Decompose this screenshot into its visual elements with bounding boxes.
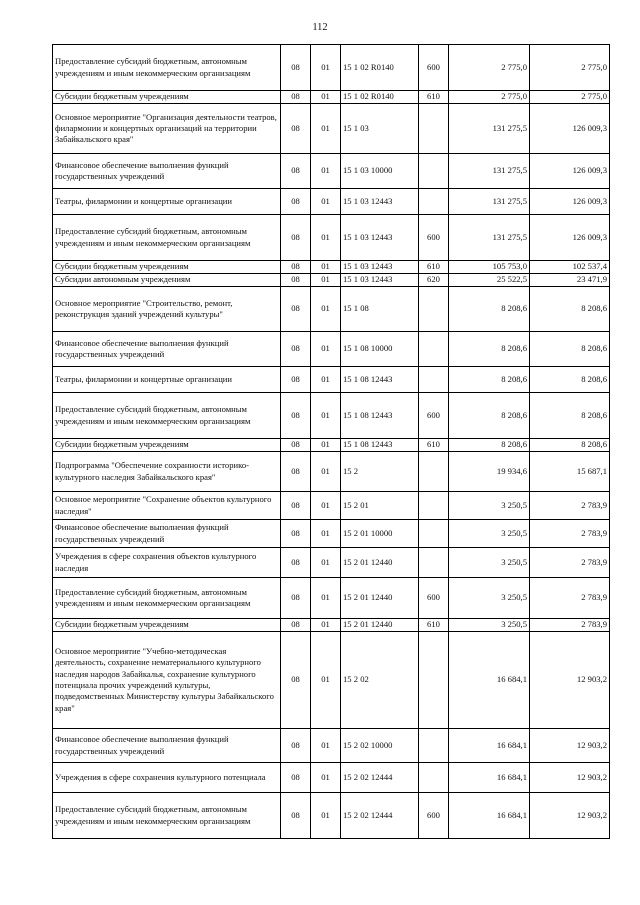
amount-year-2: 126 009,3 (530, 215, 610, 261)
expense-type-code: 600 (419, 215, 449, 261)
subsection-code: 01 (311, 578, 341, 619)
target-article-code: 15 2 (341, 452, 419, 492)
table-row (53, 439, 610, 452)
section-code: 08 (281, 332, 311, 367)
section-code: 08 (281, 578, 311, 619)
budget-table (52, 44, 610, 839)
amount-year-2: 2 783,9 (530, 619, 610, 632)
amount-year-2: 2 783,9 (530, 548, 610, 578)
target-article-code: 15 2 01 10000 (341, 520, 419, 548)
target-article-code: 15 1 03 10000 (341, 154, 419, 189)
row-name: Предоставление субсидий бюджетным, автономным учреждениям и иным некоммерческим организациям (53, 215, 281, 261)
amount-year-2: 8 208,6 (530, 439, 610, 452)
section-code: 08 (281, 452, 311, 492)
amount-year-1: 3 250,5 (449, 619, 530, 632)
section-code: 08 (281, 548, 311, 578)
table-row (53, 45, 610, 91)
subsection-code: 01 (311, 793, 341, 839)
target-article-code: 15 1 03 12443 (341, 189, 419, 215)
amount-year-2: 15 687,1 (530, 452, 610, 492)
expense-type-code (419, 367, 449, 393)
page-number: 112 (312, 22, 328, 33)
amount-year-1: 131 275,5 (449, 154, 530, 189)
subsection-code: 01 (311, 91, 341, 104)
subsection-code: 01 (311, 104, 341, 154)
row-name: Финансовое обеспечение выполнения функций государственных учреждений (53, 154, 281, 189)
table-row (53, 274, 610, 287)
amount-year-2: 126 009,3 (530, 189, 610, 215)
table-row (53, 154, 610, 189)
expense-type-code (419, 332, 449, 367)
table-row (53, 189, 610, 215)
target-article-code: 15 1 08 (341, 287, 419, 332)
amount-year-1: 8 208,6 (449, 287, 530, 332)
amount-year-2: 2 775,0 (530, 91, 610, 104)
amount-year-2: 12 903,2 (530, 763, 610, 793)
expense-type-code (419, 452, 449, 492)
expense-type-code: 600 (419, 793, 449, 839)
section-code: 08 (281, 154, 311, 189)
subsection-code: 01 (311, 367, 341, 393)
section-code: 08 (281, 729, 311, 763)
section-code: 08 (281, 763, 311, 793)
subsection-code: 01 (311, 393, 341, 439)
amount-year-2: 2 783,9 (530, 492, 610, 520)
target-article-code: 15 1 02 R0140 (341, 91, 419, 104)
row-name: Субсидии бюджетным учреждениям (53, 91, 281, 104)
section-code: 08 (281, 632, 311, 729)
section-code: 08 (281, 492, 311, 520)
table-row (53, 215, 610, 261)
table-row (53, 578, 610, 619)
target-article-code: 15 1 08 12443 (341, 367, 419, 393)
subsection-code: 01 (311, 548, 341, 578)
target-article-code: 15 1 08 10000 (341, 332, 419, 367)
amount-year-1: 131 275,5 (449, 104, 530, 154)
table-row (53, 104, 610, 154)
target-article-code: 15 1 03 12443 (341, 261, 419, 274)
expense-type-code: 600 (419, 393, 449, 439)
expense-type-code: 610 (419, 619, 449, 632)
subsection-code: 01 (311, 287, 341, 332)
row-name: Финансовое обеспечение выполнения функций государственных учреждений (53, 332, 281, 367)
target-article-code: 15 2 02 12444 (341, 793, 419, 839)
row-name: Субсидии бюджетным учреждениям (53, 261, 281, 274)
amount-year-1: 131 275,5 (449, 189, 530, 215)
amount-year-1: 8 208,6 (449, 367, 530, 393)
expense-type-code (419, 492, 449, 520)
table-row (53, 793, 610, 839)
row-name: Учреждения в сфере сохранения объектов культурного наследия (53, 548, 281, 578)
target-article-code: 15 2 02 (341, 632, 419, 729)
row-name: Подпрограмма "Обеспечение сохранности историко-культурного наследия Забайкальского края" (53, 452, 281, 492)
target-article-code: 15 2 01 12440 (341, 548, 419, 578)
row-name: Финансовое обеспечение выполнения функций государственных учреждений (53, 729, 281, 763)
amount-year-2: 8 208,6 (530, 287, 610, 332)
subsection-code: 01 (311, 189, 341, 215)
row-name: Театры, филармонии и концертные организации (53, 189, 281, 215)
amount-year-1: 16 684,1 (449, 793, 530, 839)
row-name: Предоставление субсидий бюджетным, автономным учреждениям и иным некоммерческим организациям (53, 793, 281, 839)
subsection-code: 01 (311, 763, 341, 793)
amount-year-1: 16 684,1 (449, 763, 530, 793)
expense-type-code: 610 (419, 439, 449, 452)
table-row (53, 763, 610, 793)
amount-year-2: 8 208,6 (530, 332, 610, 367)
amount-year-1: 3 250,5 (449, 578, 530, 619)
target-article-code: 15 2 01 12440 (341, 578, 419, 619)
table-row (53, 492, 610, 520)
amount-year-2: 12 903,2 (530, 729, 610, 763)
amount-year-2: 23 471,9 (530, 274, 610, 287)
row-name: Субсидии бюджетным учреждениям (53, 439, 281, 452)
subsection-code: 01 (311, 492, 341, 520)
section-code: 08 (281, 287, 311, 332)
section-code: 08 (281, 367, 311, 393)
section-code: 08 (281, 45, 311, 91)
expense-type-code: 620 (419, 274, 449, 287)
table-row (53, 332, 610, 367)
row-name: Предоставление субсидий бюджетным, автономным учреждениям и иным некоммерческим организациям (53, 393, 281, 439)
target-article-code: 15 1 03 12443 (341, 274, 419, 287)
row-name: Субсидии бюджетным учреждениям (53, 619, 281, 632)
amount-year-2: 2 775,0 (530, 45, 610, 91)
amount-year-2: 2 783,9 (530, 520, 610, 548)
subsection-code: 01 (311, 619, 341, 632)
subsection-code: 01 (311, 332, 341, 367)
amount-year-1: 8 208,6 (449, 332, 530, 367)
table-row (53, 548, 610, 578)
amount-year-1: 3 250,5 (449, 548, 530, 578)
expense-type-code (419, 548, 449, 578)
expense-type-code: 610 (419, 261, 449, 274)
section-code: 08 (281, 215, 311, 261)
subsection-code: 01 (311, 729, 341, 763)
row-name: Финансовое обеспечение выполнения функций государственных учреждений (53, 520, 281, 548)
row-name: Предоставление субсидий бюджетным, автономным учреждениям и иным некоммерческим организациям (53, 45, 281, 91)
amount-year-2: 126 009,3 (530, 154, 610, 189)
subsection-code: 01 (311, 154, 341, 189)
amount-year-1: 3 250,5 (449, 492, 530, 520)
target-article-code: 15 2 02 10000 (341, 729, 419, 763)
amount-year-1: 16 684,1 (449, 632, 530, 729)
amount-year-2: 12 903,2 (530, 632, 610, 729)
section-code: 08 (281, 393, 311, 439)
table-row (53, 520, 610, 548)
subsection-code: 01 (311, 215, 341, 261)
subsection-code: 01 (311, 520, 341, 548)
target-article-code: 15 2 02 12444 (341, 763, 419, 793)
subsection-code: 01 (311, 452, 341, 492)
expense-type-code: 610 (419, 91, 449, 104)
row-name: Театры, филармонии и концертные организации (53, 367, 281, 393)
table-row (53, 632, 610, 729)
amount-year-2: 8 208,6 (530, 367, 610, 393)
amount-year-1: 8 208,6 (449, 439, 530, 452)
amount-year-1: 25 522,5 (449, 274, 530, 287)
expense-type-code (419, 632, 449, 729)
expense-type-code (419, 729, 449, 763)
row-name: Субсидии автономным учреждениям (53, 274, 281, 287)
amount-year-2: 102 537,4 (530, 261, 610, 274)
expense-type-code (419, 287, 449, 332)
amount-year-1: 131 275,5 (449, 215, 530, 261)
amount-year-1: 2 775,0 (449, 91, 530, 104)
target-article-code: 15 2 01 (341, 492, 419, 520)
section-code: 08 (281, 91, 311, 104)
amount-year-2: 2 783,9 (530, 578, 610, 619)
expense-type-code (419, 154, 449, 189)
expense-type-code (419, 763, 449, 793)
section-code: 08 (281, 104, 311, 154)
amount-year-1: 105 753,0 (449, 261, 530, 274)
amount-year-1: 19 934,6 (449, 452, 530, 492)
expense-type-code (419, 104, 449, 154)
expense-type-code (419, 520, 449, 548)
section-code: 08 (281, 439, 311, 452)
section-code: 08 (281, 793, 311, 839)
target-article-code: 15 1 08 12443 (341, 393, 419, 439)
amount-year-1: 16 684,1 (449, 729, 530, 763)
amount-year-2: 126 009,3 (530, 104, 610, 154)
expense-type-code (419, 189, 449, 215)
row-name: Учреждения в сфере сохранения культурного потенциала (53, 763, 281, 793)
section-code: 08 (281, 520, 311, 548)
amount-year-2: 8 208,6 (530, 393, 610, 439)
subsection-code: 01 (311, 632, 341, 729)
target-article-code: 15 1 08 12443 (341, 439, 419, 452)
section-code: 08 (281, 274, 311, 287)
table-body (53, 45, 610, 839)
table-row (53, 287, 610, 332)
row-name: Основное мероприятие "Сохранение объектов культурного наследия" (53, 492, 281, 520)
table-row (53, 91, 610, 104)
amount-year-1: 2 775,0 (449, 45, 530, 91)
subsection-code: 01 (311, 45, 341, 91)
row-name: Основное мероприятие "Учебно-методическая деятельность, сохранение нематериального культурного наследия народов Забайкалья, сохранение культурного потенциала прочих учреждений культуры, подведомственных Министерству культуры Забайкальского края" (53, 632, 281, 729)
table-row (53, 619, 610, 632)
target-article-code: 15 2 01 12440 (341, 619, 419, 632)
section-code: 08 (281, 619, 311, 632)
amount-year-1: 3 250,5 (449, 520, 530, 548)
target-article-code: 15 1 02 R0140 (341, 45, 419, 91)
table-row (53, 393, 610, 439)
section-code: 08 (281, 189, 311, 215)
expense-type-code: 600 (419, 578, 449, 619)
table-row (53, 729, 610, 763)
subsection-code: 01 (311, 439, 341, 452)
table-row (53, 261, 610, 274)
subsection-code: 01 (311, 261, 341, 274)
target-article-code: 15 1 03 (341, 104, 419, 154)
row-name: Основное мероприятие "Организация деятельности театров, филармонии и концертных организаций на территории Забайкальского края" (53, 104, 281, 154)
section-code: 08 (281, 261, 311, 274)
amount-year-2: 12 903,2 (530, 793, 610, 839)
table-row (53, 367, 610, 393)
target-article-code: 15 1 03 12443 (341, 215, 419, 261)
table-row (53, 452, 610, 492)
amount-year-1: 8 208,6 (449, 393, 530, 439)
subsection-code: 01 (311, 274, 341, 287)
row-name: Предоставление субсидий бюджетным, автономным учреждениям и иным некоммерческим организациям (53, 578, 281, 619)
expense-type-code: 600 (419, 45, 449, 91)
row-name: Основное мероприятие "Строительство, ремонт, реконструкция зданий учреждений культуры" (53, 287, 281, 332)
